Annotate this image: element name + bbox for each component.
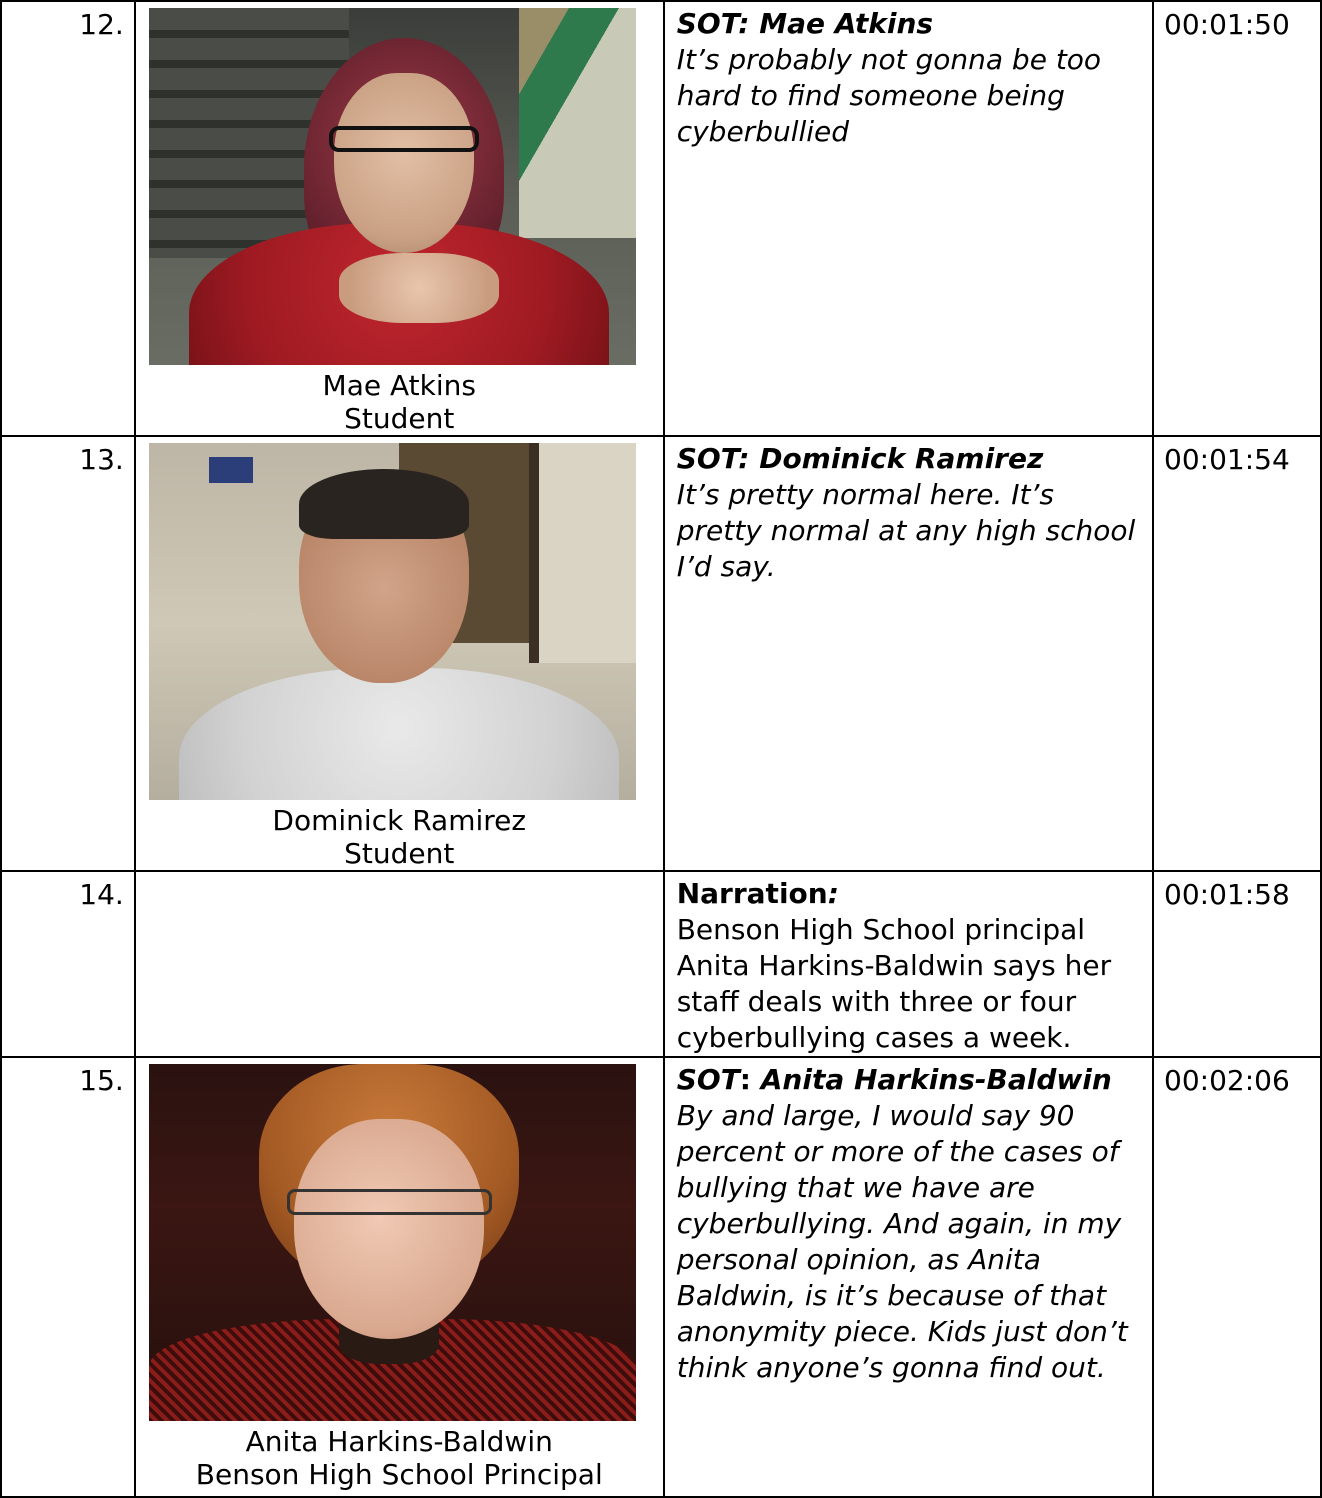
railing-background [519, 8, 636, 238]
caption-name: Dominick Ramirez [272, 804, 527, 837]
caption-role: Student [344, 402, 455, 435]
segment-heading-sot: SOT [676, 1063, 740, 1096]
script-row [1, 1, 1321, 436]
segment-heading [677, 876, 1140, 912]
segment-heading-colon: : [827, 877, 839, 910]
wall-background [529, 443, 636, 663]
poster [209, 457, 253, 483]
segment-heading: SOT: Mae Atkins [676, 7, 934, 40]
shot-number: 14. [1, 871, 135, 1057]
script-text-cell [664, 1057, 1153, 1497]
interview-photo-dominick-ramirez [149, 443, 636, 800]
caption-role: Benson High School Principal [195, 1458, 603, 1491]
timecode: 00:01:58 [1153, 871, 1321, 1057]
shot-cell [135, 1057, 664, 1497]
caption-role: Student [344, 837, 455, 870]
script-row [1, 436, 1321, 871]
script-text-cell [664, 436, 1153, 871]
segment-text: By and large, I would say 90 percent or more of the cases of bullying that we have are cyberbullying. And again, in my personal opinion, as Anita Baldwin, is it’s because of that anonymity piece. Kids just don’t think anyone’s gonna find out. [676, 1099, 1128, 1384]
face [294, 1119, 484, 1339]
caption-name: Anita Harkins-Baldwin [245, 1425, 553, 1458]
shot-cell [135, 436, 664, 871]
segment-heading [677, 1062, 1140, 1098]
segment-text: Benson High School principal Anita Harkins-Baldwin says her staff deals with three or four cyberbullying cases a week. [676, 913, 1112, 1054]
timecode: 00:02:06 [1153, 1057, 1321, 1497]
segment-heading-name: Anita Harkins-Baldwin [760, 1063, 1112, 1096]
glasses [329, 126, 479, 152]
segment-text: It’s probably not gonna be too hard to find someone being cyberbullied [676, 43, 1102, 148]
segment-heading-label: Narration [676, 877, 828, 910]
hair [299, 469, 469, 539]
caption-name: Mae Atkins [322, 369, 476, 402]
hands [339, 253, 499, 323]
face [334, 73, 474, 253]
shot-number: 12. [1, 1, 135, 436]
interview-photo-anita-harkins-baldwin [149, 1064, 636, 1421]
script-text-cell [664, 871, 1153, 1057]
script-row [1, 1057, 1321, 1497]
script-row [1, 871, 1321, 1057]
script-text-cell [664, 1, 1153, 436]
shot-number: 13. [1, 436, 135, 871]
shot-number: 15. [1, 1057, 135, 1497]
segment-heading-colon: : [739, 1063, 761, 1096]
shot-cell [135, 1, 664, 436]
white-shirt [179, 668, 619, 800]
timecode: 00:01:50 [1153, 1, 1321, 436]
segment-heading: SOT: Dominick Ramirez [676, 442, 1044, 475]
timecode: 00:01:54 [1153, 436, 1321, 871]
segment-text: It’s pretty normal here. It’s pretty normal at any high school I’d say. [676, 478, 1136, 583]
interview-photo-mae-atkins [149, 8, 636, 365]
glasses [287, 1189, 492, 1215]
shot-cell-empty [135, 871, 664, 1057]
